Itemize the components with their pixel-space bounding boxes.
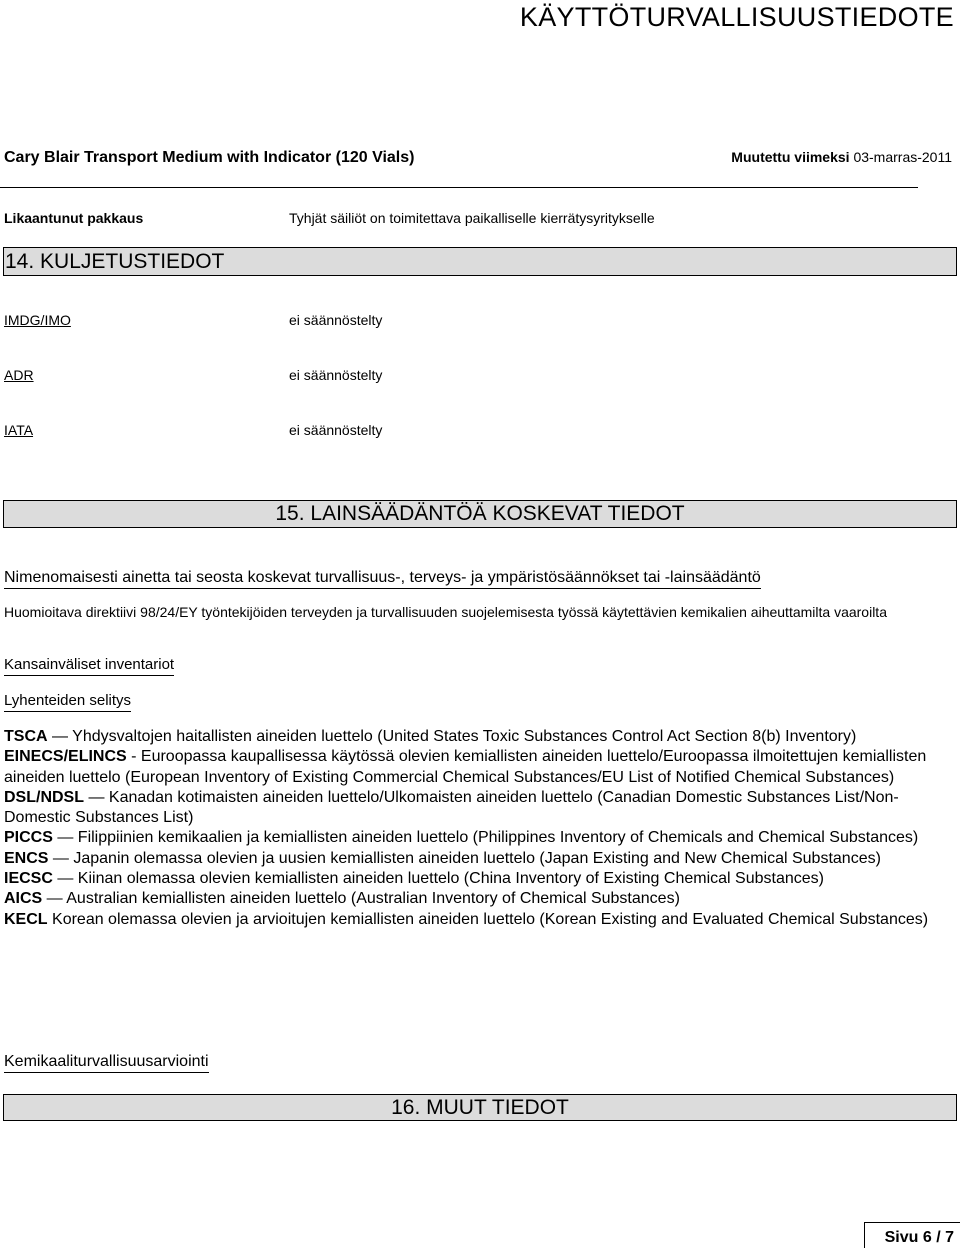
transport-value-iata: ei säännöstelty <box>289 422 383 438</box>
page-value: 6 / 7 <box>922 1229 954 1246</box>
abbreviation-text: Japanin olemassa olevien ja uusien kemiallisten aineiden luettelo (Japan Existing and New Chemical Substances) <box>73 849 881 867</box>
section-16-title: 16. MUUT TIEDOT <box>391 1096 569 1119</box>
abbreviation-code: AICS <box>4 890 43 908</box>
abbreviation-code: EINECS/ELINCS <box>4 748 127 766</box>
page-number <box>885 1229 954 1247</box>
revision-info <box>731 149 952 165</box>
transport-value-adr: ei säännöstelty <box>289 367 383 383</box>
contaminated-packaging-label: Likaantunut pakkaus <box>4 210 144 226</box>
abbreviation-text: Filippiinien kemikaalien ja kemiallisten aineiden luettelo (Philippines Inventory of Chemicals and Chemical Substances) <box>77 829 919 847</box>
abbreviation-separator: — <box>47 728 73 745</box>
abbreviation-separator: — <box>84 788 109 806</box>
abbreviation-code: ENCS <box>4 849 49 867</box>
document-title: KÄYTTÖTURVALLISUUSTIEDOTE <box>519 2 954 32</box>
abbreviation-entry <box>4 849 954 869</box>
footer-page-box-edge <box>864 1222 865 1248</box>
abbreviation-entry <box>4 869 954 889</box>
chemical-safety-assessment-heading: Kemikaaliturvallisuusarviointi <box>4 1053 209 1073</box>
international-inventories-heading: Kansainväliset inventariot <box>4 656 174 676</box>
transport-value-imdg: ei säännöstelty <box>289 312 383 328</box>
abbreviation-code: IECSC <box>4 870 53 888</box>
abbreviation-text: Korean olemassa olevien ja arvioitujen kemiallisten aineiden luettelo (Korean Existing and Evaluated Chemical Substances) <box>52 910 929 928</box>
transport-label-iata: IATA <box>4 422 34 438</box>
section-14-title: 14. KULJETUSTIEDOT <box>5 250 225 273</box>
page-label: Sivu <box>884 1229 919 1246</box>
abbreviation-text: Euroopassa kaupallisessa käytössä olevien kemiallisten aineiden luettelo/Euroopassa ilmoitettujen kemiallisten aineiden luettelo (European Inventory of Existing Commercial Chemical Substances/EU List of Notified Chemical Substances) <box>4 748 927 786</box>
transport-label-imdg: IMDG/IMO <box>4 312 71 328</box>
section-15-header <box>3 500 957 528</box>
abbreviation-code: PICCS <box>4 829 53 847</box>
section-14-header <box>3 247 957 276</box>
abbreviation-code: DSL/NDSL <box>4 788 84 806</box>
revision-date: 03-marras-2011 <box>853 149 952 165</box>
abbreviation-separator: — <box>48 849 74 867</box>
footer-divider <box>864 1222 960 1223</box>
abbreviation-text: Kiinan olemassa olevien kemiallisten aineiden luettelo (China Inventory of Existing Chemical Substances) <box>77 870 824 888</box>
product-name: Cary Blair Transport Medium with Indicator (120 Vials) <box>4 149 415 166</box>
abbreviation-separator: — <box>42 890 67 908</box>
abbreviation-entry <box>4 889 954 909</box>
section-16-header <box>3 1094 957 1121</box>
transport-label-adr: ADR <box>4 367 34 383</box>
abbreviation-code: TSCA <box>4 728 48 745</box>
abbreviation-text: Australian kemiallisten aineiden luettelo (Australian Inventory of Chemical Substances) <box>66 890 680 908</box>
abbreviation-entry <box>4 788 954 829</box>
abbreviation-entry <box>4 727 954 747</box>
abbreviation-separator: — <box>52 870 78 888</box>
contaminated-packaging-value: Tyhjät säiliöt on toimitettava paikalliselle kierrätysyritykselle <box>289 210 655 226</box>
abbreviation-code: KECL <box>4 910 48 928</box>
revision-label: Muutettu viimeksi <box>731 149 850 165</box>
abbreviation-text: Kanadan kotimaisten aineiden luettelo/Ulkomaisten aineiden luettelo (Canadian Domestic Substances List/Non-Domestic Substances List) <box>4 788 899 827</box>
abbreviations-list <box>4 727 954 930</box>
section-15-title: 15. LAINSÄÄDÄNTÖÄ KOSKEVAT TIEDOT <box>275 502 685 525</box>
directive-text: Huomioitava direktiivi 98/24/EY työntekijöiden terveyden ja turvallisuuden suojelemisesta työssä käytettävien kemikalien aiheuttamilta vaaroilta <box>4 604 887 620</box>
header-divider <box>0 187 918 188</box>
abbreviation-entry <box>4 910 954 930</box>
abbreviation-separator: — <box>52 829 78 847</box>
abbreviation-entry <box>4 747 954 788</box>
abbreviations-heading: Lyhenteiden selitys <box>4 692 131 712</box>
abbreviation-entry <box>4 828 954 848</box>
abbreviation-text: Yhdysvaltojen haitallisten aineiden luettelo (United States Toxic Substances Control Act Section 8(b) Inventory) <box>72 728 857 745</box>
regulations-heading: Nimenomaisesti ainetta tai seosta koskevat turvallisuus-, terveys- ja ympäristösäännökset tai -lainsäädäntö <box>4 569 761 589</box>
abbreviation-separator: - <box>126 748 141 766</box>
